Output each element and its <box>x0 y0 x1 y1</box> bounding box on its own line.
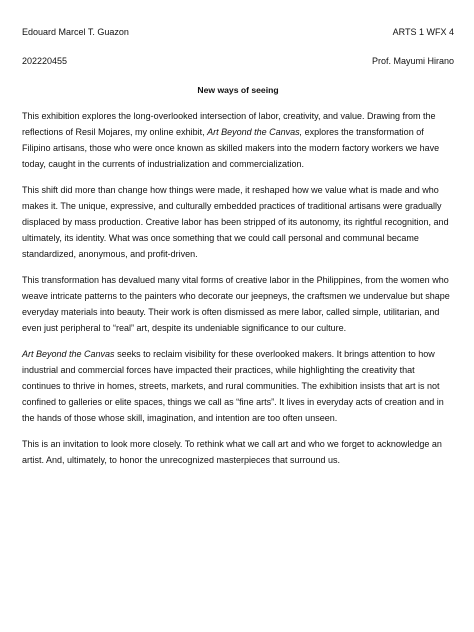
paragraph-5: This is an invitation to look more closely. To rethink what we call art and who we forget to acknowledge an artist. And, ultimately, to honor the unrecognized masterpieces that surround us. <box>22 439 442 465</box>
exhibit-title-italic: Art Beyond the Canvas <box>22 349 115 359</box>
professor-name: Prof. Mayumi Hirano <box>371 56 454 66</box>
paragraph-1-text-a: This exhibition explores the long-overlooked intersection of labor, creativity, and value. Drawing from the reflections of Resil Mojares, my online exhibit, <box>22 111 436 137</box>
paragraph-2: This shift did more than change how things were made, it reshaped how we value what is made and who makes it. The unique, expressive, and culturally embedded practices of traditional artisans were gradually displaced by mass production. Creative labor has been stripped of its autonomy, its rightful recognition, and ultimately, its identity. What was once something that we could call personal and communal became standardized, anonymous, and profit-driven. <box>22 185 449 259</box>
paragraph-3: This transformation has devalued many vital forms of creative labor in the Philippines, from the women who weave intricate patterns to the painters who decorate our jeepneys, the craftsmen we undervalue but shape everyday materials into beauty. Their work is often dismissed as mere labor, called simple, utilitarian, and even just peripheral to “real” art, despite its undeniable significance to our culture. <box>22 275 450 333</box>
student-id: 202220455 <box>22 56 68 66</box>
header-row-2 <box>22 55 454 67</box>
document-title: New ways of seeing <box>197 85 279 95</box>
author-name: Edouard Marcel T. Guazon <box>22 27 129 37</box>
paragraph-1-text-c: explores the transformation of Filipino artisans, those who were once known as skilled makers into the modern factory workers we have today, caught in the currents of industrialization and commercialization. <box>22 127 440 169</box>
paragraph-4-text-b: seeks to reclaim visibility for these overlooked makers. It brings attention to how industrial and commercial forces have impacted their practices, while highlighting the creativity that continues to thrive in homes, streets, markets, and rural communities. The exhibition insists that art is not confined to galleries or elite spaces, things we call as “fine arts”. It lives in everyday acts of creation and in the hands of those whose skill, imagination, and intention are too often unseen. <box>22 349 444 423</box>
paragraph-4 <box>22 346 454 426</box>
exhibit-title-italic: Art Beyond the Canvas, <box>207 127 303 137</box>
header-row-1 <box>22 26 454 38</box>
course-code: ARTS 1 WFX 4 <box>392 27 454 37</box>
paragraph-1 <box>22 108 454 172</box>
